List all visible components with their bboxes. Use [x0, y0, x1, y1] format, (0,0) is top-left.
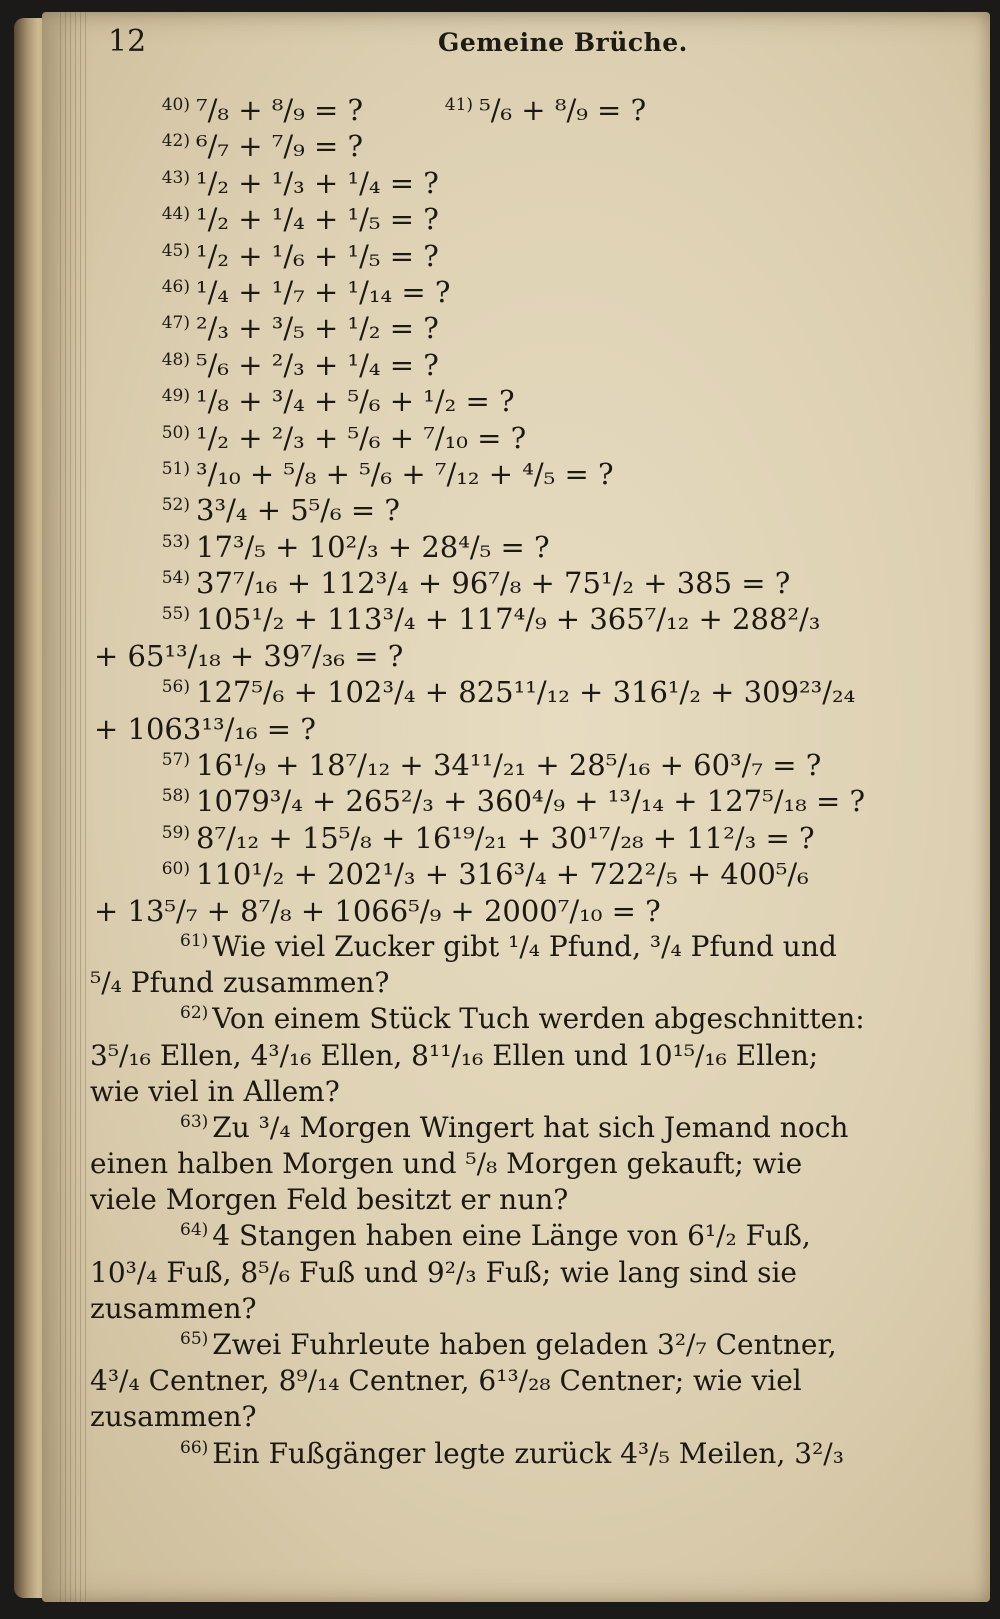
exercise-row	[90, 274, 935, 310]
word-problem-line: 10³/₄ Fuß, 8⁵/₆ Fuß und 9²/₃ Fuß; wie lang sind sie	[90, 1255, 797, 1289]
exercise-continuation: + 1063¹³/₁₆ = ?	[94, 711, 316, 746]
exercise-number: 57)	[161, 750, 190, 771]
exercise-text: ¹/₂ + ¹/₃ + ¹/₄ = ?	[196, 165, 439, 200]
exercise-text: ⁶/₇ + ⁷/₉ = ?	[196, 129, 364, 164]
exercise-text: 8⁷/₁₂ + 15⁵/₈ + 16¹⁹/₂₁ + 30¹⁷/₂₈ + 11²/₃ = ?	[196, 820, 815, 855]
exercise-continuation: + 13⁵/₇ + 8⁷/₈ + 1066⁵/₉ + 2000⁷/₁₀ = ?	[94, 893, 661, 928]
word-problem-text: Ein Fußgänger legte zurück 4³/₅ Meilen, 3²/₃	[212, 1436, 844, 1470]
exercise-number: 52)	[161, 495, 190, 516]
exercise-number: 58)	[161, 786, 190, 807]
exercise-row	[90, 310, 935, 346]
exercise-row	[90, 747, 935, 783]
word-problem-line: zusammen?	[90, 1291, 257, 1325]
exercise-text: 17³/₅ + 10²/₃ + 28⁴/₅ = ?	[196, 529, 550, 564]
word-problem-line: 4³/₄ Centner, 8⁹/₁₄ Centner, 6¹³/₂₈ Centner; wie viel	[90, 1364, 802, 1398]
word-problem-line: wie viel in Allem?	[90, 1074, 340, 1108]
exercise-list	[90, 92, 935, 1472]
exercise-row	[90, 92, 935, 128]
word-problem	[90, 1327, 935, 1436]
word-problem-line	[90, 929, 935, 965]
exercise-number: 50)	[161, 422, 190, 443]
exercise-text: 16¹/₉ + 18⁷/₁₂ + 34¹¹/₂₁ + 28⁵/₁₆ + 60³/₇ = ?	[196, 748, 822, 783]
exercise-number: 62)	[180, 1003, 209, 1024]
exercise-row	[90, 456, 935, 492]
exercise-number: 61)	[180, 930, 209, 951]
exercise-row	[90, 383, 935, 419]
exercise-text: 110¹/₂ + 202¹/₃ + 316³/₄ + 722²/₅ + 400⁵/₆	[196, 857, 809, 892]
exercise-row	[90, 165, 935, 201]
exercise-number: 42)	[161, 131, 190, 152]
word-problem-line: zusammen?	[90, 1400, 257, 1434]
exercise-number: 48)	[161, 349, 190, 370]
exercise-text: ¹/₈ + ³/₄ + ⁵/₆ + ¹/₂ = ?	[196, 384, 515, 419]
exercise-number: 41)	[444, 95, 474, 115]
exercise-text: ¹/₄ + ¹/₇ + ¹/₁₄ = ?	[196, 274, 451, 309]
exercise-text: ¹/₂ + ²/₃ + ⁵/₆ + ⁷/₁₀ = ?	[196, 420, 527, 455]
exercise-number: 53)	[161, 531, 190, 552]
word-problem-line	[90, 1218, 935, 1254]
exercise-number: 43)	[161, 167, 190, 188]
word-problem-line	[90, 1327, 935, 1363]
exercise-text: ⁷/₈ + ⁸/₉ = ?	[196, 93, 364, 127]
exercise-continuation: + 65¹³/₁₈ + 39⁷/₃₆ = ?	[94, 638, 404, 673]
exercise-number: 49)	[161, 386, 190, 407]
exercise-row	[90, 238, 935, 274]
word-problem-line	[90, 1110, 935, 1146]
running-title: Gemeine Brüche.	[438, 28, 688, 57]
word-problem-text: Zwei Fuhrleute haben geladen 3²/₇ Centner,	[212, 1328, 837, 1362]
exercise-text: 127⁵/₆ + 102³/₄ + 825¹¹/₁₂ + 316¹/₂ + 309²³/₂₄	[196, 675, 856, 710]
word-problem-text: Von einem Stück Tuch werden abgeschnitten:	[212, 1002, 865, 1036]
exercise-number: 47)	[161, 313, 190, 334]
exercise-row	[90, 201, 935, 237]
exercise-row	[90, 856, 935, 892]
word-problem	[90, 1001, 935, 1110]
word-problem-text: Zu ³/₄ Morgen Wingert hat sich Jemand noch	[212, 1110, 849, 1144]
exercise-number: 60)	[161, 859, 190, 880]
exercise-number: 40)	[161, 95, 190, 115]
word-problem-text: 4 Stangen haben eine Länge von 6¹/₂ Fuß,	[212, 1219, 811, 1253]
exercise-text: ⁵/₆ + ²/₃ + ¹/₄ = ?	[196, 347, 439, 382]
page-number: 12	[108, 24, 147, 59]
exercise-text: ¹/₂ + ¹/₆ + ¹/₅ = ?	[196, 238, 439, 273]
word-problem	[90, 1218, 935, 1327]
exercise-text: ³/₁₀ + ⁵/₈ + ⁵/₆ + ⁷/₁₂ + ⁴/₅ = ?	[196, 456, 614, 491]
exercise	[433, 92, 646, 133]
page-header	[108, 24, 928, 74]
exercise-row	[90, 492, 935, 528]
exercise-number: 65)	[180, 1329, 209, 1350]
exercise-number: 51)	[161, 458, 190, 479]
exercise-text: 3³/₄ + 5⁵/₆ = ?	[196, 493, 400, 528]
exercise-number: 56)	[161, 677, 190, 698]
word-problem	[90, 929, 935, 1001]
exercise-row	[90, 674, 935, 710]
exercise-row	[90, 347, 935, 383]
exercise-text: 1079³/₄ + 265²/₃ + 360⁴/₉ + ¹³/₁₄ + 127⁵/₁₈ = ?	[196, 784, 866, 819]
word-problem	[90, 1110, 935, 1219]
page-stack-edge	[60, 12, 90, 1602]
exercise-number: 59)	[161, 822, 190, 843]
exercise-text: ⁵/₆ + ⁸/₉ = ?	[479, 93, 647, 127]
exercise-text: 105¹/₂ + 113³/₄ + 117⁴/₉ + 365⁷/₁₂ + 288²/₃	[196, 602, 821, 637]
exercise-number: 64)	[180, 1220, 209, 1241]
exercise-text: ¹/₂ + ¹/₄ + ¹/₅ = ?	[196, 202, 439, 237]
exercise-row	[90, 820, 935, 856]
word-problem-line	[90, 1001, 935, 1037]
exercise-row	[90, 128, 935, 164]
word-problem-line: ⁵/₄ Pfund zusammen?	[90, 966, 390, 1000]
word-problem	[90, 1436, 935, 1472]
word-problem-line: 3⁵/₁₆ Ellen, 4³/₁₆ Ellen, 8¹¹/₁₆ Ellen und 10¹⁵/₁₆ Ellen;	[90, 1038, 819, 1072]
exercise-number: 63)	[180, 1111, 209, 1132]
word-problem-text: Wie viel Zucker gibt ¹/₄ Pfund, ³/₄ Pfund und	[212, 929, 837, 963]
exercise-row	[90, 565, 935, 601]
exercise-number: 46)	[161, 276, 190, 297]
word-problem-line: viele Morgen Feld besitzt er nun?	[90, 1183, 569, 1217]
exercise-number: 44)	[161, 204, 190, 225]
exercise-row	[90, 529, 935, 565]
exercise-number: 54)	[161, 568, 190, 589]
exercise-number: 66)	[180, 1437, 209, 1458]
word-problem-line	[90, 1436, 935, 1472]
exercise-text: ²/₃ + ³/₅ + ¹/₂ = ?	[196, 311, 439, 346]
word-problem-line: einen halben Morgen und ⁵/₈ Morgen gekauft; wie	[90, 1147, 803, 1181]
exercise-row	[90, 783, 935, 819]
exercise-row	[90, 601, 935, 637]
exercise-text: 37⁷/₁₆ + 112³/₄ + 96⁷/₈ + 75¹/₂ + 385 = ?	[196, 566, 791, 601]
exercise-number: 55)	[161, 604, 190, 625]
exercise-number: 45)	[161, 240, 190, 261]
exercise-row	[90, 420, 935, 456]
